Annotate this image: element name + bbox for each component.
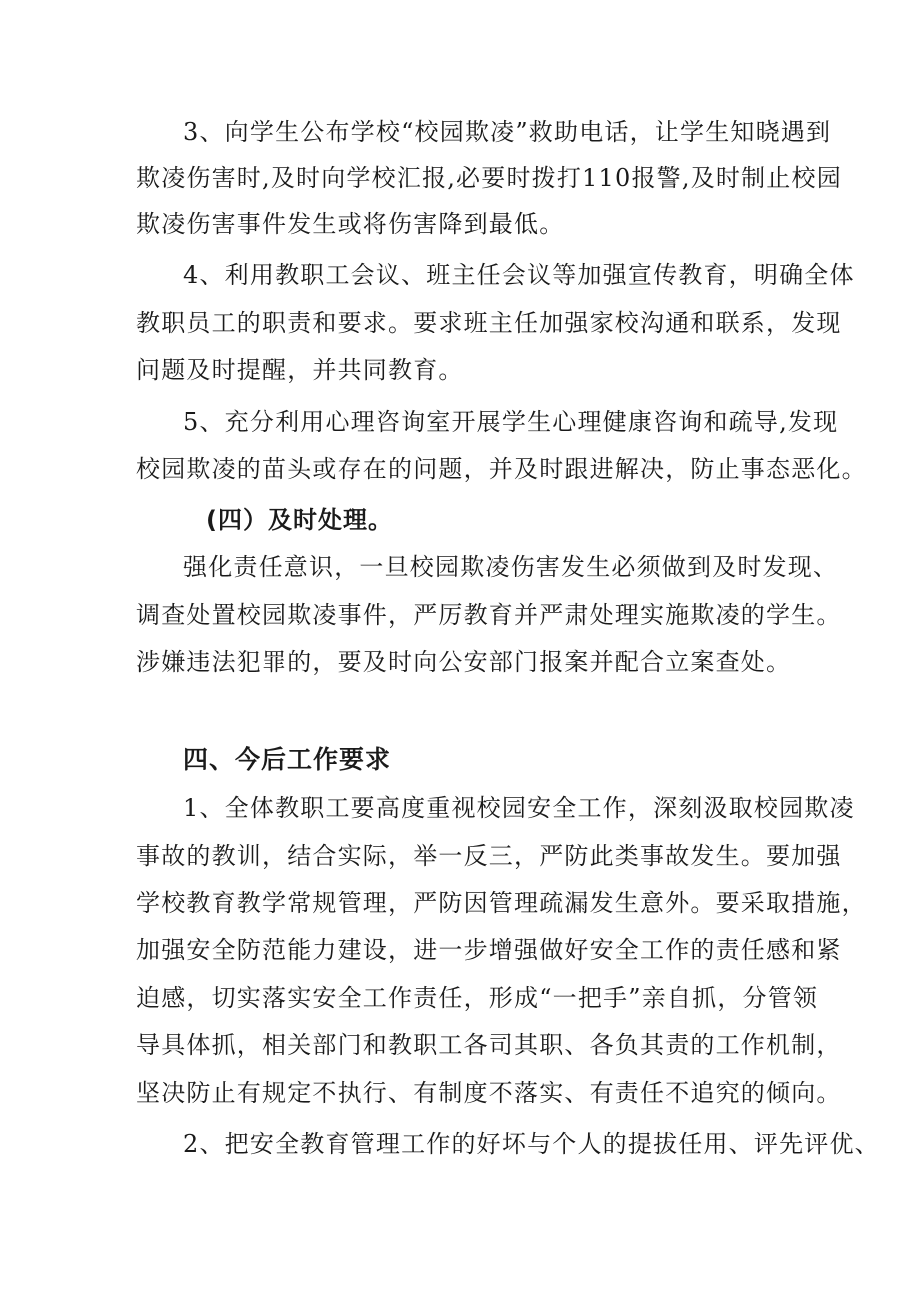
- paragraph-7-line-5: 迫感，切实落实安全工作责任，形成“一把手”亲自抓，分管领: [136, 984, 819, 1012]
- paragraph-5-line-2: 校园欺凌的苗头或存在的问题，并及时跟进解决，防止事态恶化。: [136, 455, 867, 483]
- paragraph-7-line-3: 学校教育教学常规管理，严防因管理疏漏发生意外。要采取措施，: [136, 889, 867, 917]
- paragraph-3-line-3: 欺凌伤害事件发生或将伤害降到最低。: [136, 210, 565, 238]
- paragraph-7-line-6: 导具体抓，相关部门和教职工各司其职、各负其责的工作机制，: [136, 1031, 842, 1059]
- section-subheading: (四）及时处理。: [206, 506, 393, 534]
- paragraph-7-line-1: 1、全体教职工要高度重视校园安全工作，深刻汲取校园欺凌: [183, 794, 855, 822]
- paragraph-4-line-3: 问题及时提醒，并共同教育。: [136, 356, 464, 384]
- paragraph-4-line-2: 教职员工的职责和要求。要求班主任加强家校沟通和联系，发现: [136, 309, 842, 337]
- paragraph-6-line-2: 调查处置校园欺凌事件，严厉教育并严肃处理实施欺凌的学生。: [136, 601, 842, 629]
- paragraph-6-line-1: 强化责任意识，一旦校园欺凌伤害发生必须做到及时发现、: [183, 553, 839, 581]
- paragraph-7-line-2: 事故的教训，结合实际，举一反三，严防此类事故发生。要加强: [136, 842, 842, 870]
- paragraph-7-line-7: 坚决防止有规定不执行、有制度不落实、有责任不追究的倾向。: [136, 1079, 842, 1107]
- paragraph-4-line-1: 4、利用教职工会议、班主任会议等加强宣传教育，明确全体: [183, 261, 855, 289]
- paragraph-3-line-1: 3、向学生公布学校“校园欺凌”救助电话，让学生知晓遇到: [183, 118, 832, 146]
- paragraph-8-line-1: 2、把安全教育管理工作的好坏与个人的提拔任用、评先评优、: [183, 1130, 880, 1158]
- section-heading: 四、今后工作要求: [183, 745, 392, 774]
- paragraph-5-line-1: 5、充分利用心理咨询室开展学生心理健康咨询和疏导,发现: [183, 408, 839, 436]
- paragraph-6-line-3: 涉嫌违法犯罪的，要及时向公安部门报案并配合立案查处。: [136, 648, 792, 676]
- paragraph-3-line-2: 欺凌伤害时,及时向学校汇报,必要时拨打110报警,及时制止校园: [136, 164, 842, 192]
- paragraph-7-line-4: 加强安全防范能力建设，进一步增强做好安全工作的责任感和紧: [136, 936, 842, 964]
